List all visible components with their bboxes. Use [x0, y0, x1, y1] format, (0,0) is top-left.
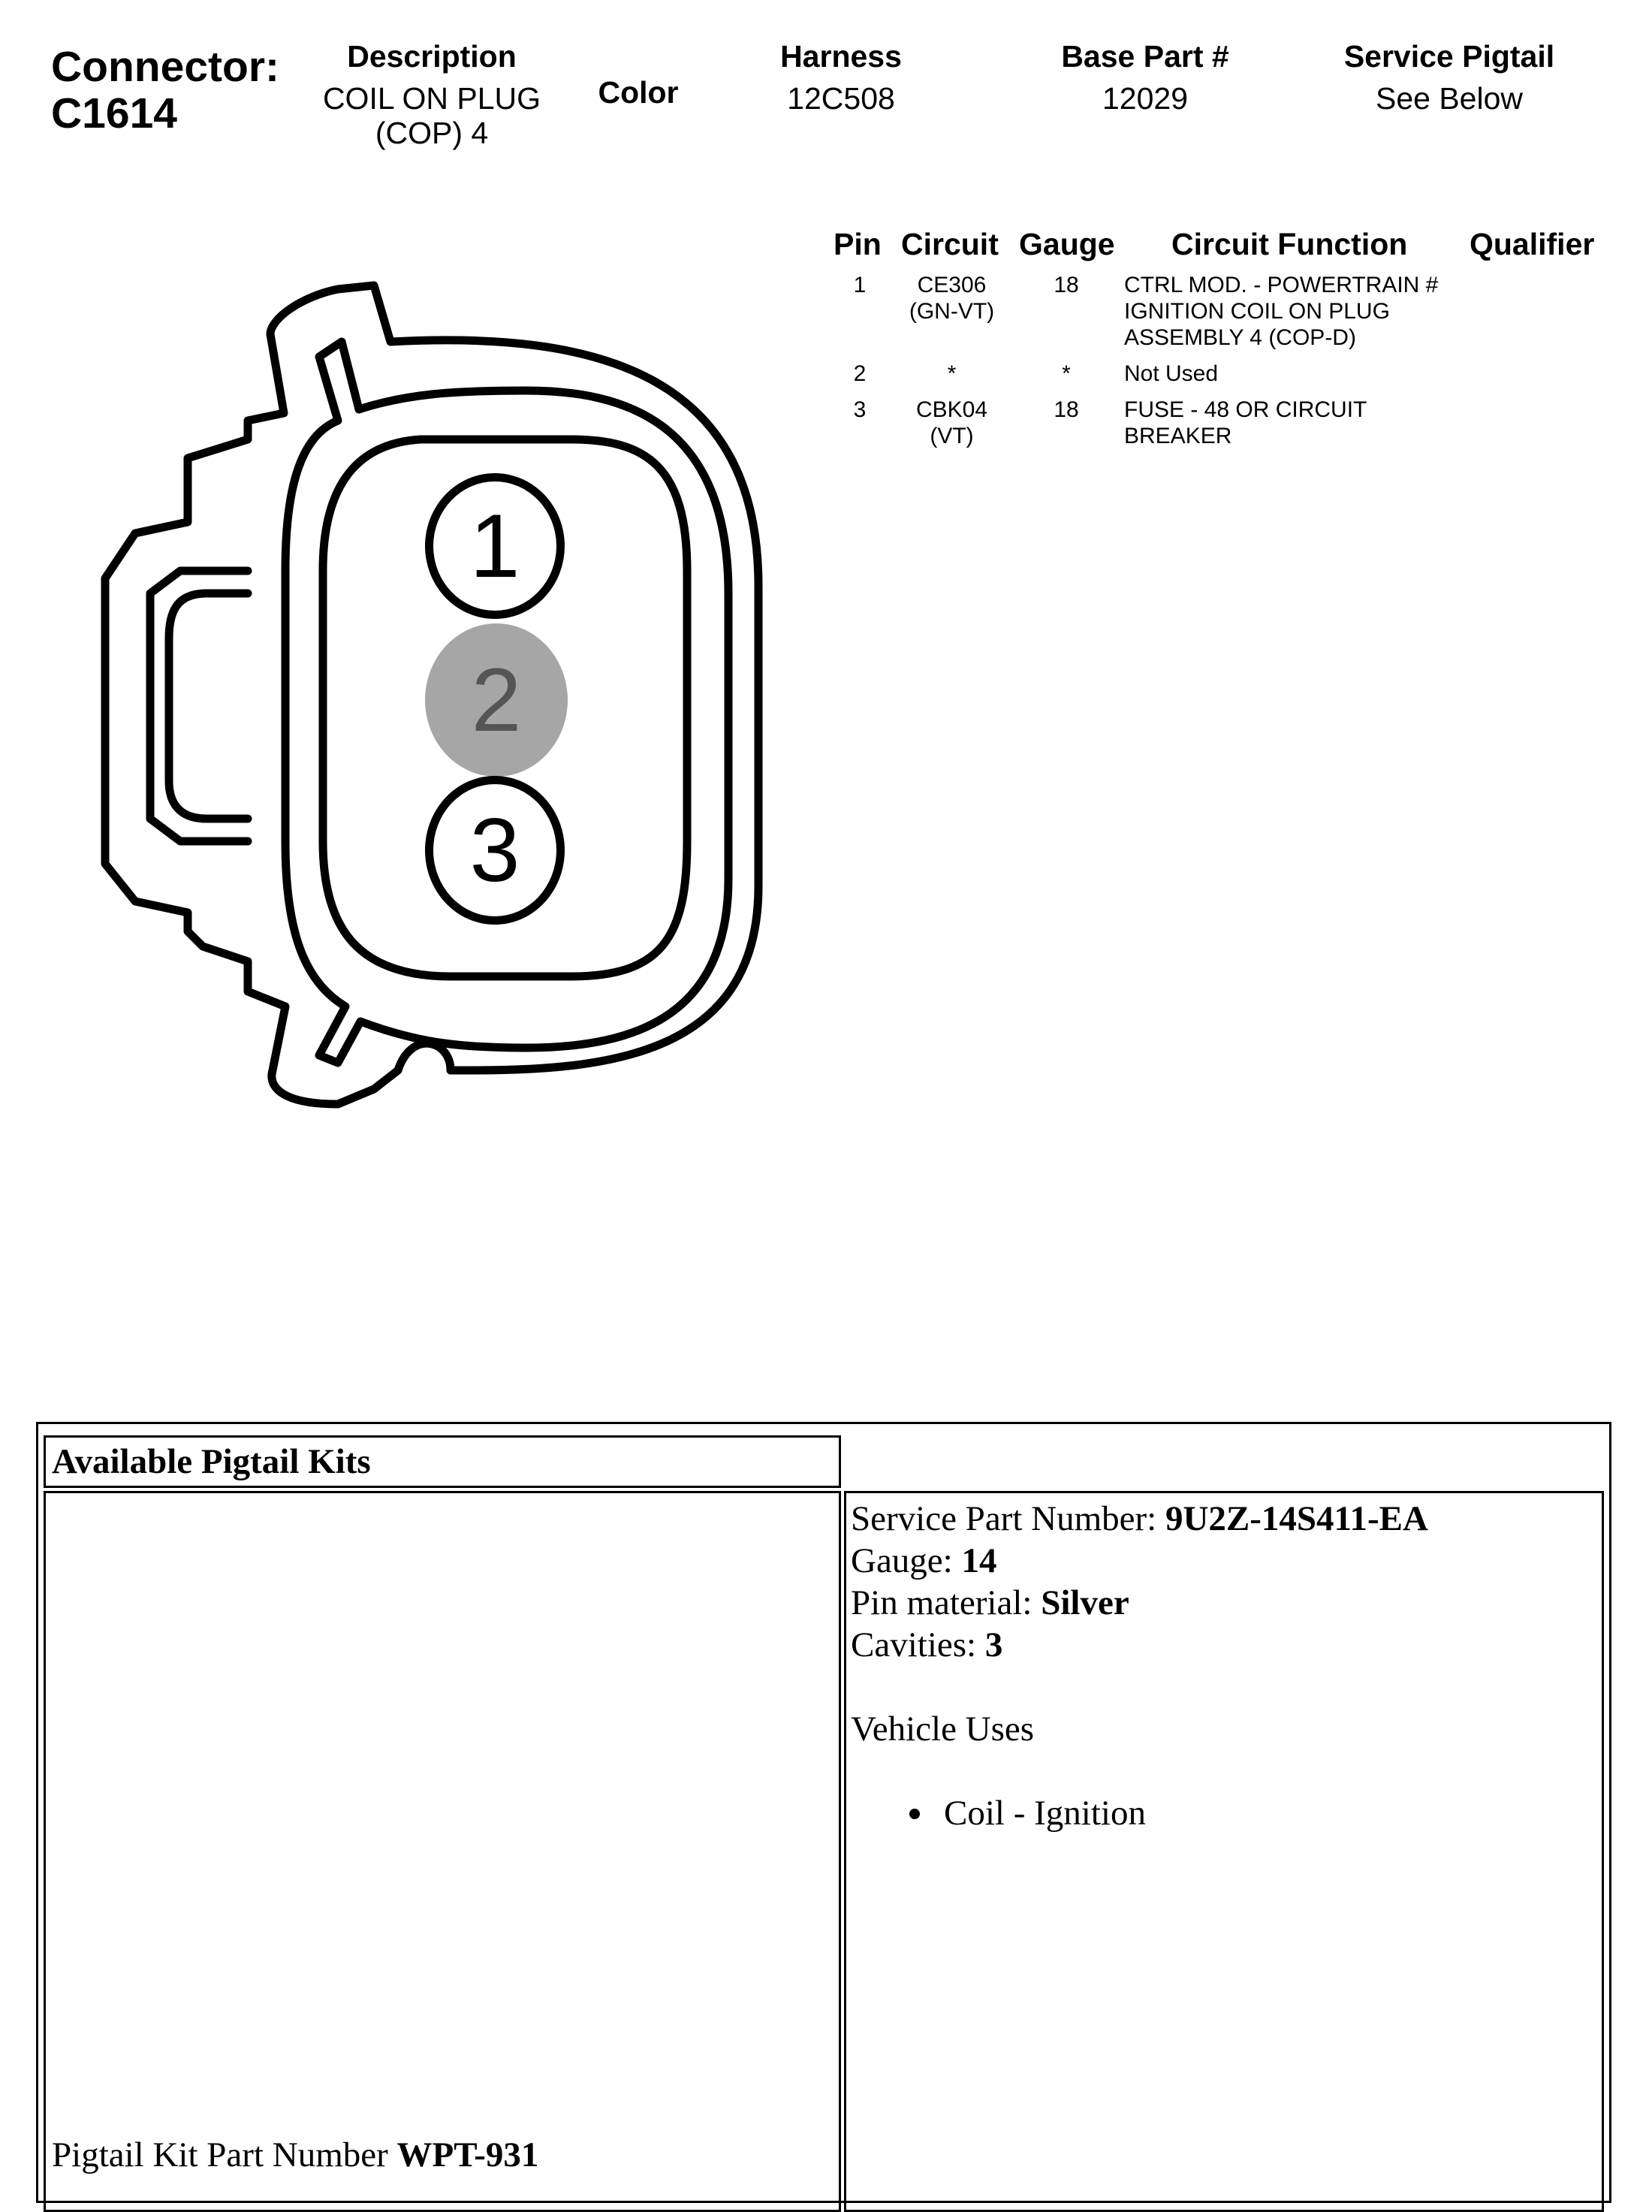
cavities-label: Cavities: [851, 1625, 977, 1664]
circuit-function-line2: IGNITION COIL ON PLUG [1124, 299, 1390, 324]
pin-number: 3 [853, 397, 867, 422]
cavities-line [851, 1624, 1597, 1666]
harness-label: Harness [780, 39, 902, 74]
gauge-value: 18 [1054, 397, 1079, 422]
connector-id: C1614 [51, 89, 177, 137]
harness-column [728, 38, 954, 117]
connector-latch-block [169, 593, 248, 819]
vehicle-uses-heading: Vehicle Uses [851, 1710, 1035, 1749]
circuit-code-line2: (GN-VT) [909, 299, 995, 324]
service-part-number [851, 1498, 1597, 1540]
pin-material-label: Pin material: [851, 1583, 1032, 1622]
circuit-code [882, 397, 1021, 449]
circuit-header: Circuit [901, 227, 999, 261]
circuit-code-line1: CBK04 [915, 397, 988, 422]
pin-2-label: 2 [471, 650, 522, 750]
kit-part-value: WPT-931 [396, 2135, 539, 2174]
list-item [851, 1792, 1597, 1834]
pigtail-kit-cell [44, 1491, 841, 2212]
kit-part-label: Pigtail Kit Part Number [52, 2135, 388, 2174]
pin-3-cavity [425, 776, 565, 925]
pin-material-line [851, 1582, 1597, 1624]
service-pigtail-column [1307, 38, 1592, 117]
color-column [578, 74, 698, 111]
service-part-label: Service Part Number: [851, 1499, 1157, 1538]
base-part-label: Base Part # [1061, 39, 1229, 74]
pin-2-cavity [425, 623, 568, 777]
pin-number: 1 [853, 273, 867, 297]
connector-label: Connector: [51, 43, 279, 91]
vehicle-uses-list [851, 1792, 1597, 1834]
gauge-header: Gauge [1019, 227, 1115, 261]
circuit-function-line1: FUSE - 48 OR CIRCUIT [1124, 397, 1367, 422]
service-pigtail-value: See Below [1375, 81, 1523, 116]
vehicle-use-label: Coil - Ignition [944, 1794, 1146, 1833]
circuit-function-line2: BREAKER [1124, 424, 1232, 448]
gauge-line [851, 1540, 1597, 1582]
pin-3-label: 3 [469, 800, 520, 901]
bullet-icon [909, 1809, 920, 1819]
circuit-code-line2: (VT) [930, 424, 974, 448]
circuit-function-header: Circuit Function [1171, 227, 1408, 261]
description-value-line1: COIL ON PLUG [322, 81, 541, 116]
pin-1-cavity [425, 473, 565, 619]
gauge-value: 14 [961, 1541, 997, 1580]
pigtail-section-title: Available Pigtail Kits [52, 1442, 371, 1481]
circuit-code: * [947, 361, 957, 386]
color-label: Color [598, 75, 679, 110]
circuit-function: Not Used [1124, 361, 1219, 386]
pigtail-kit-part-number [52, 2134, 538, 2176]
description-value-line2: (COP) 4 [375, 116, 489, 150]
circuit-function-line1: CTRL MOD. - POWERTRAIN # [1124, 273, 1439, 297]
description-label: Description [347, 39, 517, 74]
pin-1-label: 1 [469, 496, 520, 596]
base-part-column [1029, 38, 1262, 117]
service-part-value: 9U2Z-14S411-EA [1165, 1499, 1428, 1538]
pin-material-value: Silver [1041, 1583, 1129, 1622]
pin-number: 2 [853, 361, 867, 386]
connector-title [51, 44, 279, 137]
description-column [300, 38, 563, 152]
gauge-value: * [1062, 361, 1071, 386]
service-pigtail-label: Service Pigtail [1343, 39, 1555, 74]
pigtail-details-cell [844, 1491, 1604, 2212]
description-value [300, 80, 563, 152]
pin-header: Pin [834, 227, 882, 261]
circuit-function-line3: ASSEMBLY 4 (COP-D) [1124, 325, 1356, 350]
qualifier-header: Qualifier [1470, 227, 1595, 261]
pigtail-section-title-cell [44, 1435, 841, 1488]
cavities-value: 3 [984, 1625, 1003, 1664]
gauge-label: Gauge: [851, 1541, 953, 1580]
harness-value: 12C508 [787, 81, 895, 116]
gauge-value: 18 [1054, 273, 1079, 297]
circuit-function [1124, 272, 1500, 351]
circuit-code-line1: CE306 [917, 273, 987, 297]
circuit-function [1124, 397, 1500, 449]
circuit-code [882, 272, 1021, 324]
base-part-value: 12029 [1102, 81, 1188, 116]
